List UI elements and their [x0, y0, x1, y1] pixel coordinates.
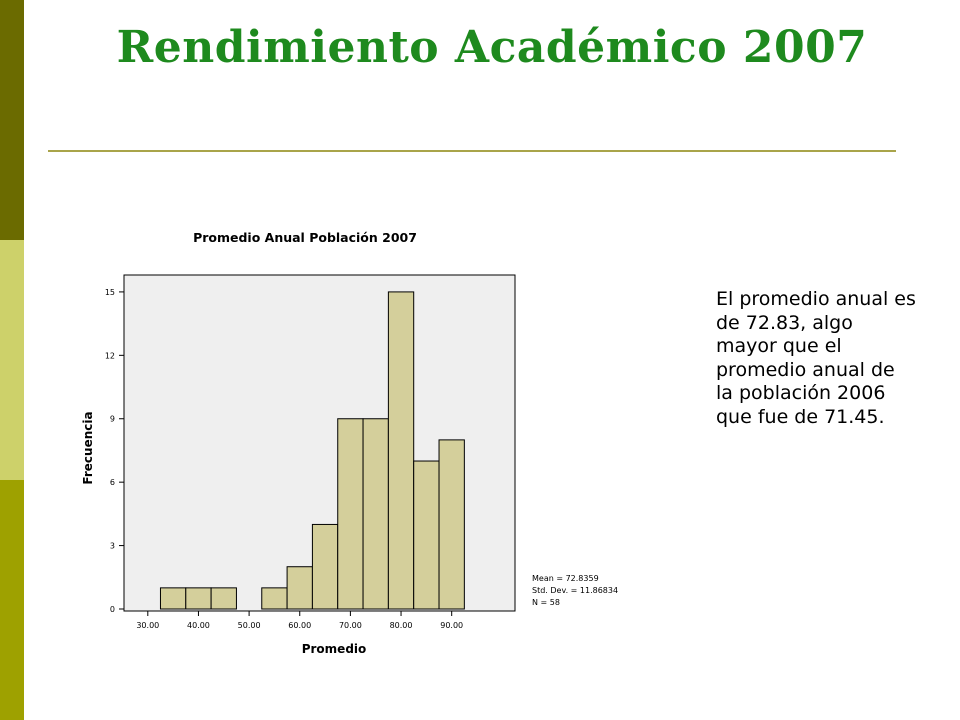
histogram-bar: [186, 588, 211, 609]
y-tick-label: 12: [104, 351, 115, 361]
y-tick-label: 3: [109, 541, 115, 551]
y-axis-label: Frecuencia: [81, 411, 95, 485]
x-axis: [136, 611, 463, 630]
x-tick-label: 90.00: [440, 621, 464, 630]
x-axis-label: Promedio: [301, 642, 367, 656]
histogram-bar: [211, 588, 236, 609]
y-tick-label: 0: [109, 605, 115, 614]
stat-n: N = 58: [532, 598, 560, 607]
x-tick-label: 30.00: [136, 621, 160, 630]
x-tick-label: 70.00: [338, 621, 362, 630]
x-tick-label: 80.00: [389, 621, 413, 630]
y-axis: [105, 288, 124, 614]
y-tick-label: 9: [109, 414, 115, 424]
histogram-bar: [363, 419, 388, 609]
histogram-bar: [287, 567, 312, 609]
slide-title: Rendimiento Académico 2007: [116, 22, 868, 73]
y-tick-label: 6: [109, 478, 115, 488]
x-tick-label: 50.00: [237, 621, 261, 630]
histogram-bar: [312, 524, 337, 609]
histogram-bar: [262, 588, 287, 609]
chart-title: Promedio Anual Población 2007: [193, 230, 417, 245]
histogram-bar: [414, 461, 439, 609]
stat-std-dev: Std. Dev. = 11.86834: [532, 586, 619, 595]
histogram-bar: [439, 440, 464, 609]
x-tick-label: 40.00: [186, 621, 210, 630]
histogram-bar: [388, 292, 413, 609]
histogram-bar: [160, 588, 185, 609]
x-tick-label: 60.00: [288, 621, 312, 630]
stats-box: [532, 574, 618, 607]
histogram-bar: [338, 419, 363, 609]
stat-mean: Mean = 72.8359: [532, 574, 599, 583]
y-tick-label: 15: [104, 287, 115, 297]
summary-text: El promedio anual es de 72.83, algo mayor que el promedio anual de la población 2006 que fue de 71.45.: [716, 288, 916, 428]
